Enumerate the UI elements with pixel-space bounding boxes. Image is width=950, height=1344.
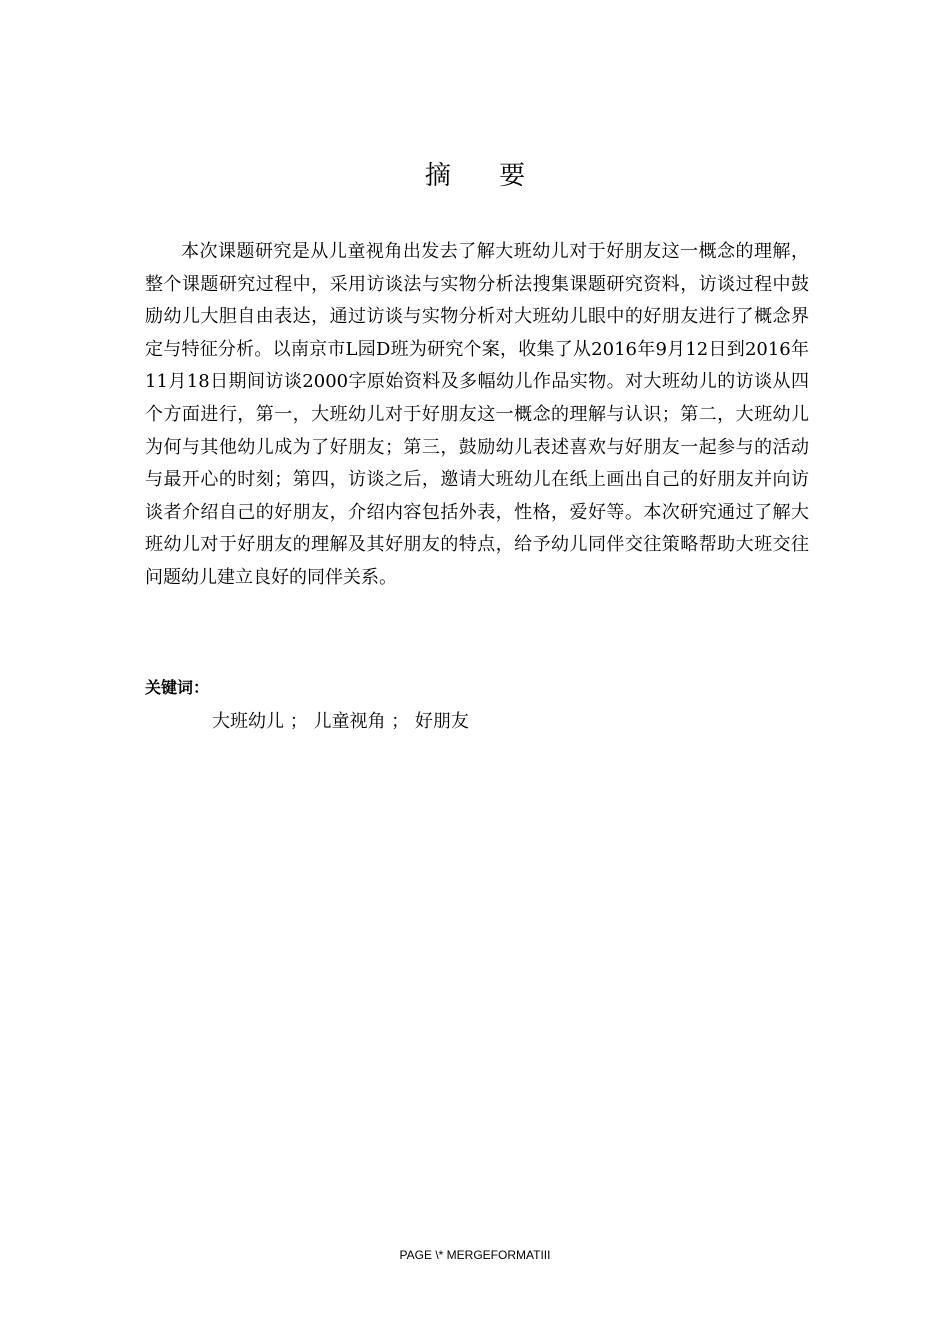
keywords-label: 关键词：	[145, 678, 210, 697]
abstract-title: 摘 要	[424, 161, 546, 191]
abstract-paragraph: 本次课题研究是从儿童视角出发去了解大班幼儿对于好朋友这一概念的理解，整个课题研究过程中，采用访谈法与实物分析法搜集课题研究资料，访谈过程中鼓励幼儿大胆自由表达，通过访谈与实物分析对大班幼儿眼中的好朋友进行了概念界定与特征分析。以南京市L园D班为研究个案，收集了从2016年9月12日到2016年11月18日期间访谈2000字原始资料及多幅幼儿作品实物。对大班幼儿的访谈从四个方面进行，第一，大班幼儿对于好朋友这一概念的理解与认识；第二，大班幼儿为何与其他幼儿成为了好朋友；第三，鼓励幼儿表述喜欢与好朋友一起参与的活动与最开心的时刻；第四，访谈之后，邀请大班幼儿在纸上画出自己的好朋友并向访谈者介绍自己的好朋友，介绍内容包括外表，性格，爱好等。本次研究通过了解大班幼儿对于好朋友的理解及其好朋友的特点，给予幼儿同伴交往策略帮助大班交往问题幼儿建立良好的同伴关系。	[145, 241, 809, 588]
page-footer: PAGE \* MERGEFORMATIII	[399, 1248, 551, 1262]
abstract-body	[145, 236, 809, 595]
keywords-list: 大班幼儿 ； 儿童视角 ； 好朋友	[212, 711, 469, 732]
